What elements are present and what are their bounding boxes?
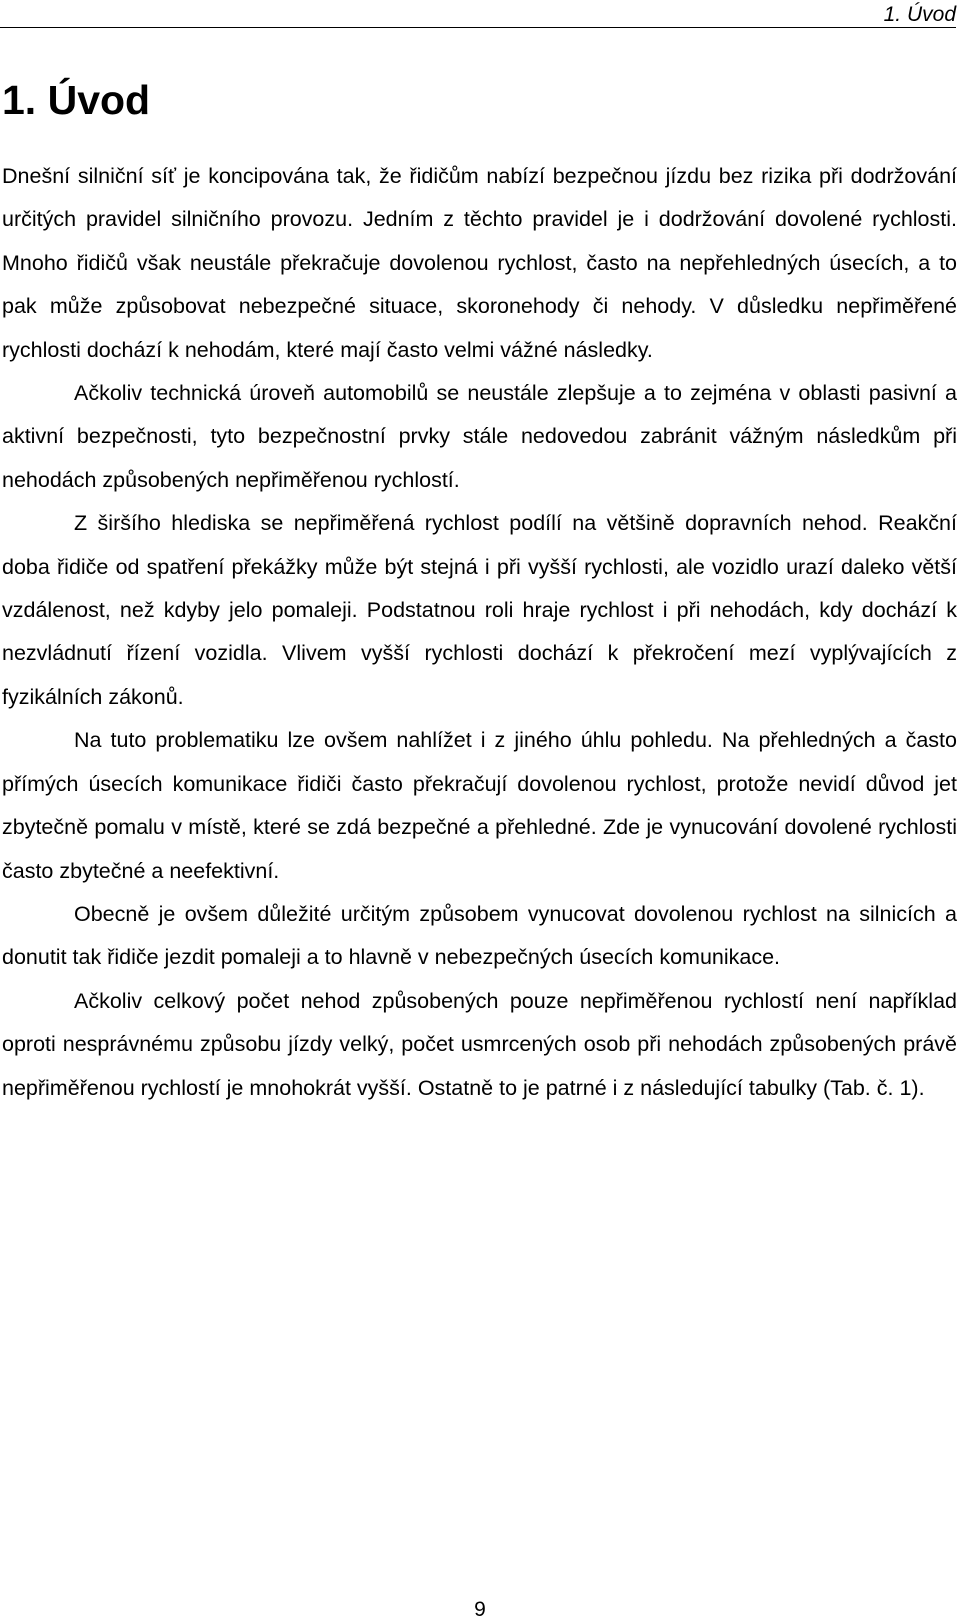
chapter-title: 1. Úvod xyxy=(2,77,151,123)
running-header xyxy=(0,4,956,28)
paragraph-other-view: Na tuto problematiku lze ovšem nahlížet i z jiného úhlu pohledu. Na přehledných a často přímých úsecích komunikace řidiči často překračují dovolenou rychlost, protože nevidí důvod jet zbytečně pomalu v místě, které se zdá bezpečné a přehledné. Zde je vynucování dovolené rychlosti často zbytečné a neefektivní. xyxy=(2,728,957,883)
paragraph-safety: Ačkoliv technická úroveň automobilů se neustále zlepšuje a to zejména v oblasti pasivní a aktivní bezpečnosti, tyto bezpečnostní prvky stále nedovedou zabránit vážným následkům při nehodách způsobených nepřiměřenou rychlostí. xyxy=(2,381,957,492)
body-text xyxy=(2,155,957,1110)
paragraph-intro: Dnešní silniční síť je koncipována tak, že řidičům nabízí bezpečnou jízdu bez rizika při dodržování určitých pravidel silničního provozu. Jedním z těchto pravidel je i dodržování dovolené rychlosti. Mnoho řidičů však neustále překračuje dovolenou rychlost, často na nepřehledných úsecích, a to pak může způsobovat nebezpečné situace, skoronehody či nehody. V důsledku nepřiměřené rychlosti dochází k nehodám, které mají často velmi vážné následky. xyxy=(2,164,957,362)
page-number: 9 xyxy=(474,1598,486,1621)
paragraph-enforcement: Obecně je ovšem důležité určitým způsobem vynucovat dovolenou rychlost na silnicích a donutit tak řidiče jezdit pomaleji a to hlavně v nebezpečných úsecích komunikace. xyxy=(2,901,957,970)
paragraph-fatalities: Ačkoliv celkový počet nehod způsobených pouze nepřiměřenou rychlostí není například oproti nesprávnému způsobu jízdy velký, počet usmrcených osob při nehodách způsobených právě nepřiměřenou rychlostí je mnohokrát vyšší. Ostatně to je patrné i z následující tabulky (Tab. č. 1). xyxy=(2,988,957,1100)
running-header-title: 1. Úvod xyxy=(883,3,956,26)
paragraph-speed-share: Z širšího hlediska se nepřiměřená rychlost podílí na většině dopravních nehod. Reakční doba řidiče od spatření překážky může být stejná i při vyšší rychlosti, ale vozidlo urazí daleko větší vzdálenost, než kdyby jelo pomaleji. Podstatnou roli hraje rychlost i při nehodách, kdy dochází k nezvládnutí řízení vozidla. Vlivem vyšší rychlosti dochází k překročení mezí vyplývajících z fyzikálních zákonů. xyxy=(2,511,957,709)
